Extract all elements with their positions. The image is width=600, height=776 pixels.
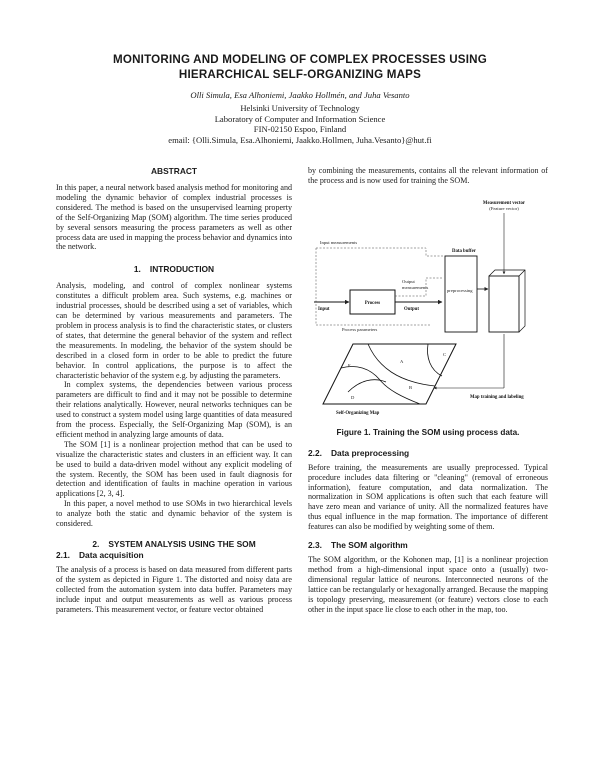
abstract-text: In this paper, a neural network based analysis method for monitoring and modeling the dynamic behavior of complex industrial processes is considered. The method is based on the unsupervised learning property of the Self-Organizing Map (SOM) algorithm. The time series produced by several sensors measuring the process parameters as well as other process data are used in mapping the process behavior and dynamics into the network. xyxy=(56,183,292,252)
affiliation-line-3: FIN-02150 Espoo, Finland xyxy=(253,124,347,135)
intro-paragraph-2: In complex systems, the dependencies between various process parameters are difficult to find and it may not be possible to determine their relations analytically. However, neural networks techniques can be used to construct a system model using large quantities of data measured from the process. Especially, the Self-Organizing Map (SOM), is an efficient method in analyzing large amounts of data. xyxy=(56,380,292,439)
vector-box xyxy=(489,276,519,332)
section-2-1-text: The analysis of a process is based on data measured from different parts of the system as depicted in Figure 1. The distorted and noisy data are collected from the automation system into data buffer. Parameters may include input and output measurements as well as various process parameters. This measurement vector, or feature vector obtained xyxy=(56,565,292,614)
label-output: Output xyxy=(404,306,419,312)
section-2-title: SYSTEM ANALYSIS USING THE SOM xyxy=(108,539,256,549)
som-border-3 xyxy=(428,344,442,376)
section-2-2-number: 2.2. xyxy=(308,447,322,458)
region-d: D xyxy=(351,394,355,400)
region-e: E xyxy=(348,362,351,368)
vector-box-edge xyxy=(519,270,525,276)
section-2-3-title: The SOM algorithm xyxy=(330,540,408,551)
intro-number: 1. xyxy=(133,264,141,275)
region-a: A xyxy=(400,358,404,364)
vector-box-depth xyxy=(489,270,525,332)
som-border-4 xyxy=(348,379,386,391)
section-2-1-title: Data acquisition xyxy=(78,550,144,560)
data-buffer-box xyxy=(445,256,477,332)
affiliation-line-1: Helsinki University of Technology xyxy=(240,103,360,113)
label-preprocessing: preprocessing xyxy=(447,287,473,293)
section-2-1-heading xyxy=(56,550,292,561)
section-2-2-heading xyxy=(308,448,548,459)
affiliation-line-2: Laboratory of Computer and Information Science xyxy=(214,113,386,124)
label-feature-vector: (Feature vector) xyxy=(489,205,519,211)
intro-paragraph-4: In this paper, a novel method to use SOMs in two hierarchical levels to analyze both the static and dynamic behavior of the system is considered. xyxy=(56,499,292,529)
section-2-heading xyxy=(56,539,292,550)
region-b: B xyxy=(409,384,413,390)
label-process: Process xyxy=(364,300,381,306)
right-column xyxy=(308,166,548,615)
title-line-2: HIERARCHICAL SELF-ORGANIZING MAPS xyxy=(178,68,422,81)
intro-heading xyxy=(56,264,292,275)
paper-title xyxy=(40,52,560,82)
abstract-heading: ABSTRACT xyxy=(150,166,198,176)
section-2-3-heading xyxy=(308,540,548,551)
label-som: Self-Organizing Map xyxy=(336,410,380,416)
label-output-measurements-2: measurements xyxy=(402,284,429,290)
figure-1-diagram xyxy=(308,192,548,422)
author-list: Olli Simula, Esa Alhoniemi, Jaakko Hollmén, and Juha Vesanto xyxy=(190,90,410,100)
section-2-number: 2. xyxy=(92,539,100,549)
label-data-buffer: Data buffer xyxy=(452,248,476,254)
intro-paragraph-1: Analysis, modeling, and control of complex nonlinear systems constitutes a difficult problem area. Such systems, e.g. machines or industrial processes, should be described using a set of variables, which can be determined by various measurements and parameters. The problem in process analysis is to find the characteristic states, or clusters of states, that determine the general behavior of the system and reflect the measurements. In modeling, the behavior of the system should be described in a closed form in order to be able to predict the future behavior. In control applications, the purpose is to affect the characteristic behavior of the system e.g. by adjusting the parameters. xyxy=(56,281,292,380)
affiliation-email: email: {Olli.Simula, Esa.Alhoniemi, Jaakko.Hollmen, Juha.Vesanto}@hut.fi xyxy=(168,134,432,145)
section-2-2-title: Data preprocessing xyxy=(330,447,410,458)
figure-1-caption: Figure 1. Training the SOM using process data. xyxy=(336,427,520,437)
label-process-parameters: Process parameters xyxy=(342,326,378,332)
figure-1 xyxy=(308,192,548,438)
label-input-measurements: Input measurements xyxy=(320,239,358,245)
intro-title: INTRODUCTION xyxy=(149,264,215,275)
continued-text: by combining the measurements, contains all the relevant information of the process and is now used for training the SOM. xyxy=(308,166,548,185)
section-2-3-number: 2.3. xyxy=(308,540,322,551)
label-input: Input xyxy=(318,306,330,312)
label-map-training: Map training and labeling xyxy=(470,394,524,400)
intro-paragraph-3: The SOM [1] is a nonlinear projection method that can be used to visualize the characteristic states and clusters in an efficient way. It can be used to build a data-driven model without any explicit modeling of the system. Recently, the SOM has been used in fault diagnosis for detection and identification of faults in machine operation in various applications [2, 3, 4]. xyxy=(56,439,292,499)
section-2-2-text: Before training, the measurements are usually preprocessed. Typical procedure includes data filtering or "cleaning" (removal of erroneous information), feature computation, and data normalization. The normalization in SOM applications is often such that each feature will have zero mean and variance of unity. All the normalized features have thus equal influence in the map formation. The importance of different features can also be modified by weighting some of them. xyxy=(308,462,548,532)
region-c: C xyxy=(443,351,447,357)
som-map xyxy=(323,344,456,404)
affiliation xyxy=(40,103,560,145)
label-output-measurements-1: Output xyxy=(402,278,415,284)
section-2-3-text: The SOM algorithm, or the Kohonen map, [1] is a nonlinear projection method from a high-dimensional input space onto a (usually) two-dimensional regular lattice of neurons. Interconnected neurons of the lattice can be rectangularly or hexagonally arranged. Because the mapping is topology preserving, measurement (or feature) vectors close to each other in the input space lie close to each other in the map, too. xyxy=(308,555,548,614)
section-2-1-number: 2.1. xyxy=(56,550,70,560)
left-column xyxy=(56,166,292,615)
title-line-1: MONITORING AND MODELING OF COMPLEX PROCESSES USING xyxy=(113,53,487,66)
label-measurement-vector: Measurement vector xyxy=(482,200,526,206)
dashed-input-path xyxy=(316,248,444,256)
